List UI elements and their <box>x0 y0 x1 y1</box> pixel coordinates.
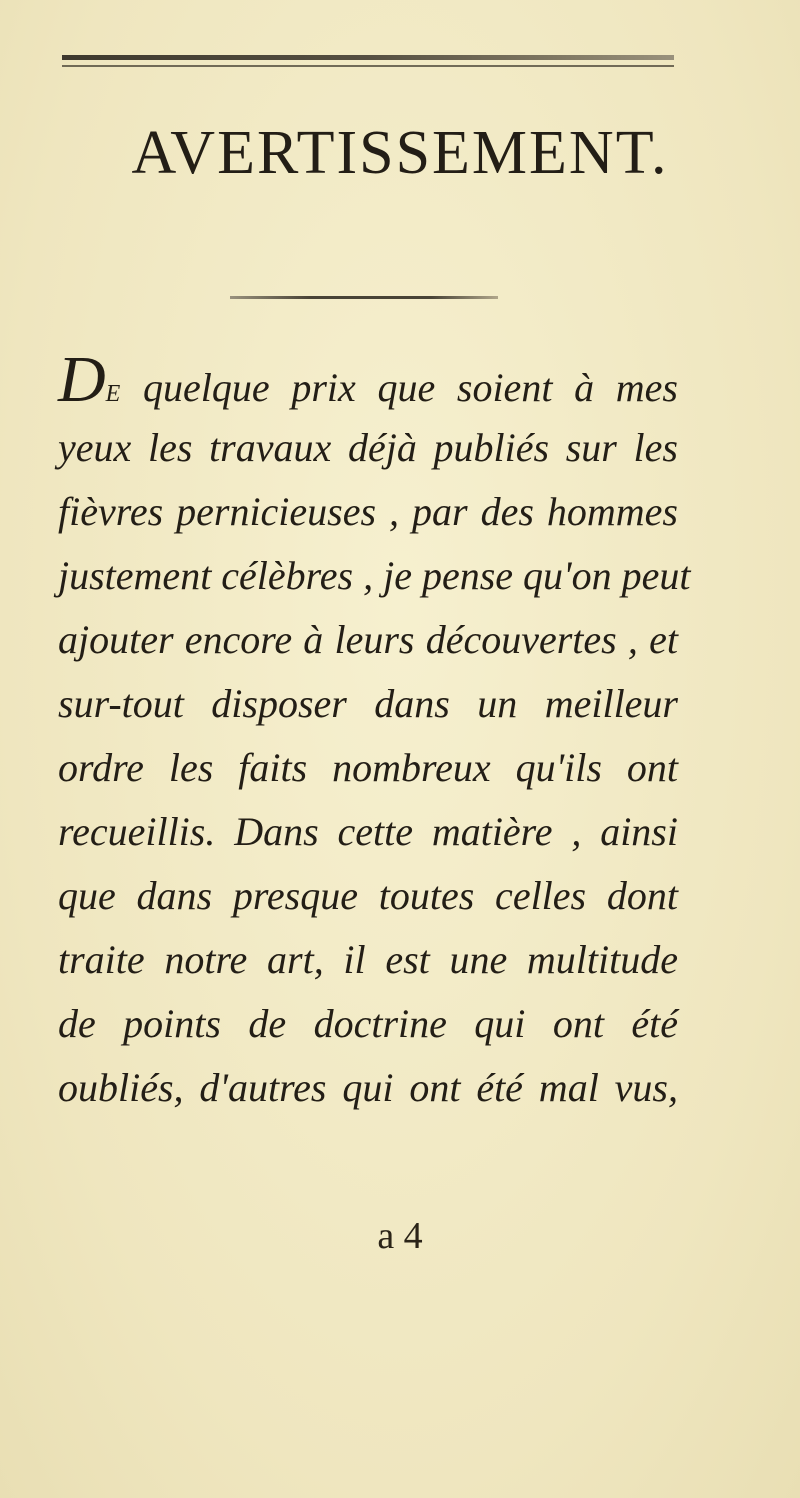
text-line: de points de doctrine qui ont été <box>58 1001 678 1046</box>
body-text <box>58 343 691 1120</box>
text-line: yeux les travaux déjà publiés sur les <box>58 425 678 470</box>
text-line: traite notre art, il est une multitude <box>58 937 678 982</box>
text-line: sur-tout disposer dans un meilleur <box>58 681 678 726</box>
text-line: que dans presque toutes celles dont <box>58 873 678 918</box>
page-title: AVERTISSEMENT. <box>131 119 669 187</box>
top-rule-thin-line <box>62 65 674 67</box>
text-line: fièvres pernicieuses , par des hommes <box>58 489 678 534</box>
title-divider-rule <box>230 296 498 299</box>
signature-mark: a 4 <box>377 1215 423 1257</box>
text-line: ajouter encore à leurs découvertes , et <box>58 617 678 662</box>
text-line: justement célèbres , je pense qu'on peut <box>58 553 691 598</box>
drop-cap: D <box>58 343 106 416</box>
top-rule-thick-line <box>62 55 674 60</box>
text-line: recueillis. Dans cette matière , ainsi <box>58 809 678 854</box>
top-ornamental-rule <box>62 55 674 73</box>
first-word-small-caps: E <box>105 381 122 407</box>
text-line: ordre les faits nombreux qu'ils ont <box>58 745 678 790</box>
first-line-text: quelque prix que soient à mes <box>121 365 678 410</box>
text-line: oubliés, d'autres qui ont été mal vus, <box>58 1065 678 1110</box>
text-line-first <box>58 343 678 416</box>
